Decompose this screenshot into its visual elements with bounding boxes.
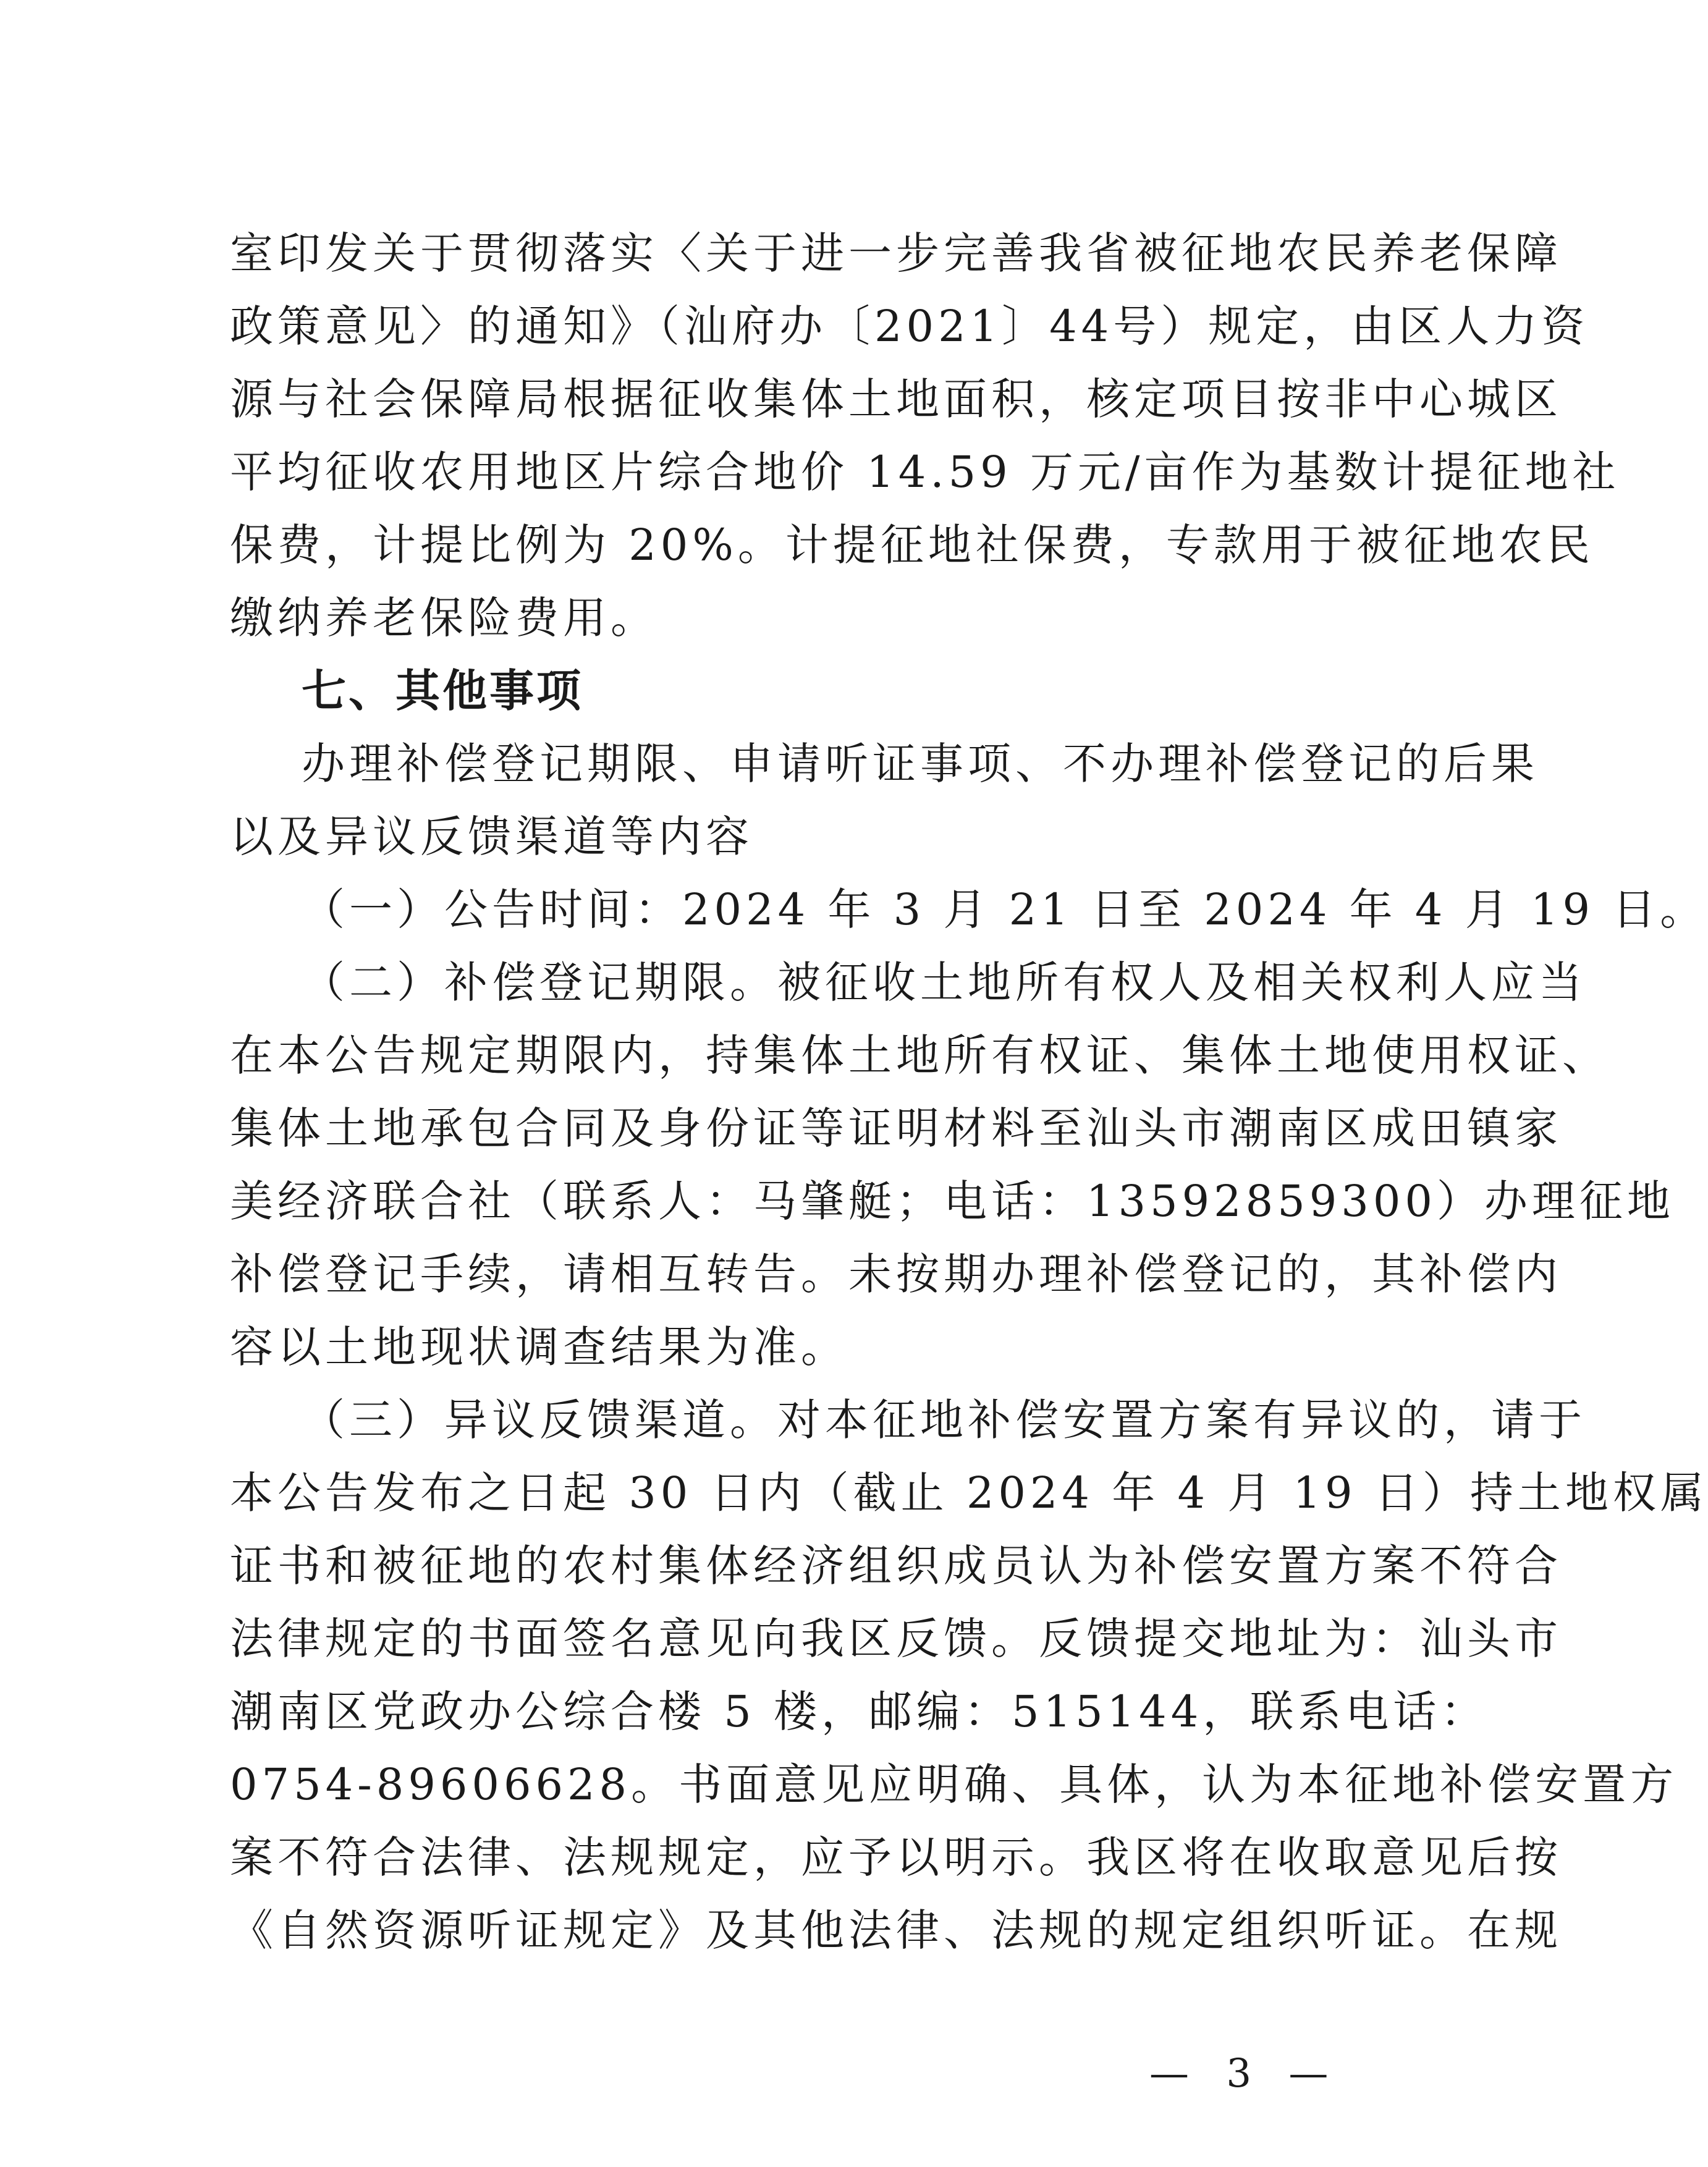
text-line: 政策意见〉的通知》（汕府办〔2021〕44号）规定，由区人力资 [230,301,1589,352]
text-line: 补偿登记手续，请相互转告。未按期办理补偿登记的，其补偿内 [230,1249,1562,1299]
text-line: 本公告发布之日起 30 日内（截止 2024 年 4 月 19 日）持土地权属 [230,1468,1708,1518]
text-line: 集体土地承包合同及身份证等证明材料至汕头市潮南区成田镇家 [230,1103,1562,1154]
page-number: — 3 — [1149,2051,1341,2097]
text-line: （一）公告时间：2024 年 3 月 21 日至 2024 年 4 月 19 日。 [302,884,1708,935]
text-line: 平均征收农用地区片综合地价 14.59 万元/亩作为基数计提征地社 [230,447,1620,497]
text-line: 0754-89606628。书面意见应明确、具体，认为本征地补偿安置方 [230,1759,1678,1810]
text-line: 美经济联合社（联系人：马肇艇；电话：13592859300）办理征地 [230,1176,1675,1227]
text-line: 在本公告规定期限内，持集体土地所有权证、集体土地使用权证、 [230,1030,1610,1081]
text-line: 保费，计提比例为 20%。计提征地社保费，专款用于被征地农民 [230,520,1594,570]
text-line: 潮南区党政办公综合楼 5 楼，邮编：515144，联系电话： [230,1686,1489,1737]
text-line: 案不符合法律、法规规定，应予以明示。我区将在收取意见后按 [230,1832,1562,1883]
text-line: （三）异议反馈渠道。对本征地补偿安置方案有异议的，请于 [302,1395,1586,1445]
section-heading: 七、其他事项 [302,665,584,717]
text-line: 室印发关于贯彻落实〈关于进一步完善我省被征地农民养老保障 [230,228,1562,279]
text-line: 《自然资源听证规定》及其他法律、法规的规定组织听证。在规 [230,1905,1562,1956]
text-line: 容以土地现状调查结果为准。 [230,1322,848,1372]
text-line: 法律规定的书面签名意见向我区反馈。反馈提交地址为：汕头市 [230,1613,1562,1664]
text-line: 办理补偿登记期限、申请听证事项、不办理补偿登记的后果 [302,738,1539,789]
text-line: 源与社会保障局根据征收集体土地面积，核定项目按非中心城区 [230,374,1562,425]
text-line: （二）补偿登记期限。被征收土地所有权人及相关权利人应当 [302,957,1586,1008]
text-line: 证书和被征地的农村集体经济组织成员认为补偿安置方案不符合 [230,1540,1562,1591]
text-line: 以及异议反馈渠道等内容 [230,811,753,862]
text-line: 缴纳养老保险费用。 [230,593,658,643]
